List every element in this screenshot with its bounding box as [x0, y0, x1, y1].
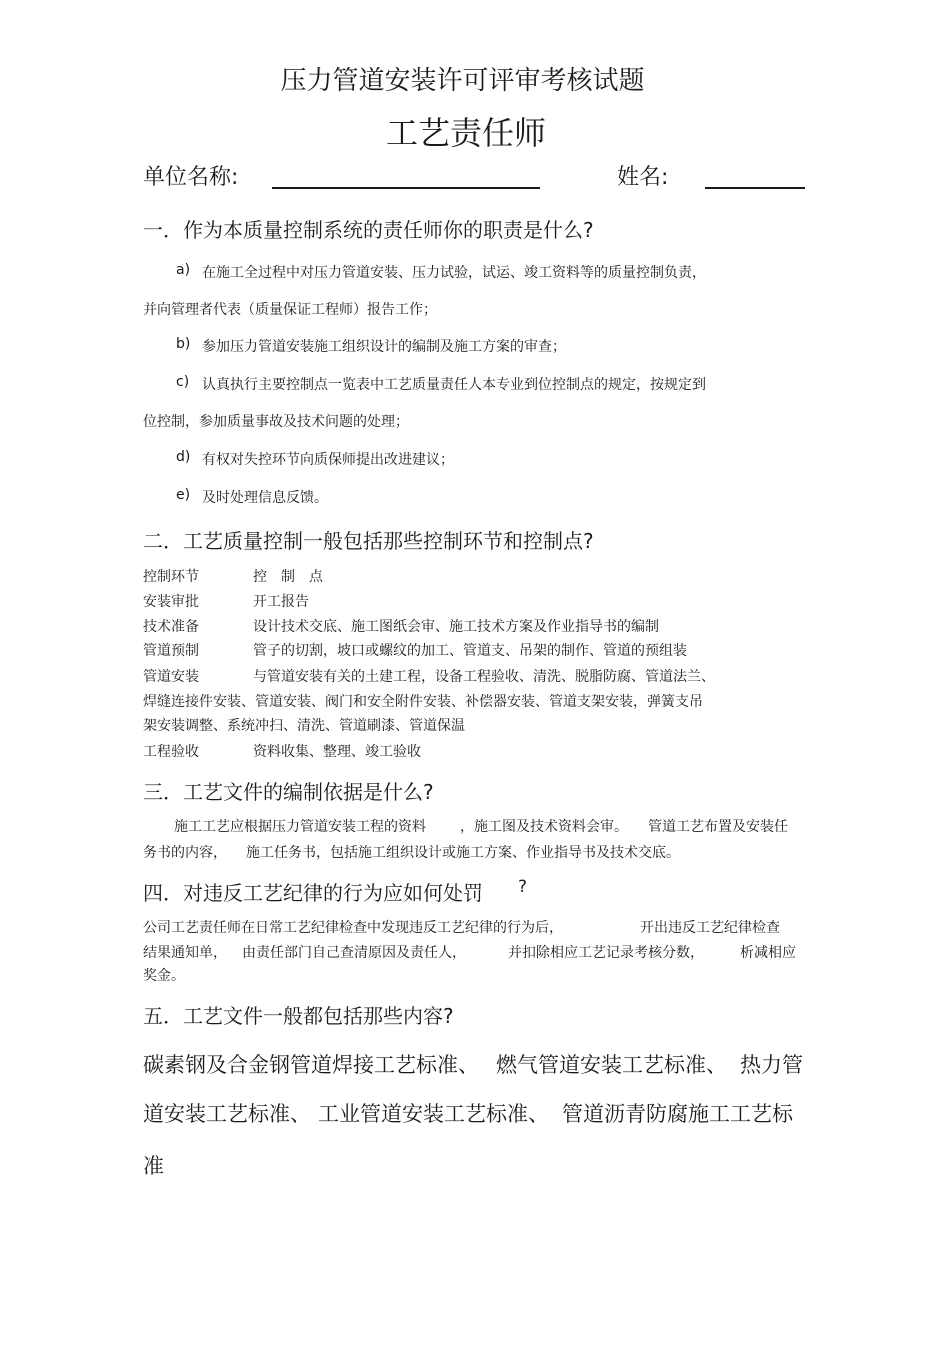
- answer-text: 碳素钢及合金钢管道焊接工艺标准、: [143, 1053, 479, 1077]
- item-marker: e): [176, 487, 191, 503]
- table-cell: 与管道安装有关的土建工程，设备工程验收、清洗、脱脂防腐、管道法兰、: [253, 669, 715, 685]
- table-header-cell: 控 制 点: [253, 569, 323, 585]
- table-cell: 管道安装: [143, 669, 199, 685]
- answer-text: 准: [143, 1154, 164, 1178]
- table-cell: 管子的切割，坡口或螺纹的加工、管道支、吊架的制作、管道的预组装: [253, 643, 687, 659]
- unit-name-blank[interactable]: [272, 187, 540, 189]
- item-marker: d): [176, 449, 191, 465]
- answer-text: 施工任务书，包括施工组织设计或施工方案、作业指导书及技术交底。: [246, 845, 680, 861]
- answer-text: 热力管: [740, 1053, 803, 1077]
- answer-text: 道安装工艺标准、: [143, 1102, 311, 1126]
- table-cell: 开工报告: [253, 594, 309, 610]
- item-c-line2: 位控制，参加质量事故及技术问题的处理；: [143, 414, 409, 430]
- table-cell-continued: 焊缝连接件安装、管道安装、阀门和安全附件安装、补偿器安装、管道支架安装，弹簧支吊: [143, 694, 703, 710]
- answer-text: 由责任部门自己查清原因及责任人，: [242, 945, 466, 961]
- table-cell: 工程验收: [143, 744, 199, 760]
- item-marker: b): [176, 336, 191, 352]
- item-marker: c): [176, 374, 190, 390]
- question-1-title: 一．作为本质量控制系统的责任师你的职责是什么?: [143, 218, 594, 242]
- question-mark: ?: [518, 877, 528, 897]
- table-cell: 管道预制: [143, 643, 199, 659]
- question-4-title: 四．对违反工艺纪律的行为应如何处罚: [143, 881, 483, 905]
- answer-text: 结果通知单，: [143, 945, 227, 961]
- answer-text: 并扣除相应工艺记录考核分数，: [508, 945, 704, 961]
- page-title: 压力管道安装许可评审考核试题: [280, 66, 645, 96]
- item-c-line1: 认真执行主要控制点一览表中工艺质量责任人本专业到位控制点的规定，按规定到: [202, 377, 706, 393]
- item-a-line2: 并向管理者代表（质量保证工程师）报告工作；: [143, 302, 437, 318]
- answer-text: 析减相应: [740, 945, 796, 961]
- table-cell: 资料收集、整理、竣工验收: [253, 744, 421, 760]
- question-2-title: 二．工艺质量控制一般包括那些控制环节和控制点?: [143, 529, 594, 553]
- table-cell: 设计技术交底、施工图纸会审、施工技术方案及作业指导书的编制: [253, 619, 659, 635]
- table-cell-continued: 架安装调整、系统冲扫、清洗、管道刷漆、管道保温: [143, 718, 465, 734]
- name-label: 姓名:: [617, 165, 669, 190]
- page-subtitle: 工艺责任师: [385, 114, 546, 152]
- item-marker: a): [176, 262, 191, 278]
- item-e-text: 及时处理信息反馈。: [202, 490, 328, 506]
- answer-text: 开出违反工艺纪律检查: [640, 920, 780, 936]
- question-3-title: 三．工艺文件的编制依据是什么?: [143, 780, 434, 804]
- answer-text: 燃气管道安装工艺标准、: [496, 1053, 727, 1077]
- unit-name-label: 单位名称:: [143, 165, 239, 190]
- table-header-cell: 控制环节: [143, 569, 199, 585]
- answer-text: 工业管道安装工艺标准、: [318, 1102, 549, 1126]
- answer-text: 施工工艺应根据压力管道安装工程的资料: [174, 819, 426, 835]
- answer-text: 管道工艺布置及安装任: [648, 819, 788, 835]
- answer-text: 奖金。: [143, 968, 185, 984]
- answer-text: 务书的内容，: [143, 845, 227, 861]
- answer-text: ，施工图及技术资料会审。: [460, 819, 628, 835]
- name-blank[interactable]: [705, 187, 805, 189]
- item-a-line1: 在施工全过程中对压力管道安装、压力试验，试运、竣工资料等的质量控制负责，: [202, 265, 706, 281]
- item-b-text: 参加压力管道安装施工组织设计的编制及施工方案的审查；: [202, 339, 566, 355]
- question-5-title: 五．工艺文件一般都包括那些内容?: [143, 1004, 454, 1028]
- table-cell: 技术准备: [143, 619, 199, 635]
- answer-text: 管道沥青防腐施工工艺标: [562, 1102, 793, 1126]
- item-d-text: 有权对失控环节向质保师提出改进建议；: [202, 452, 454, 468]
- table-cell: 安装审批: [143, 594, 199, 610]
- answer-text: 公司工艺责任师在日常工艺纪律检查中发现违反工艺纪律的行为后，: [143, 920, 563, 936]
